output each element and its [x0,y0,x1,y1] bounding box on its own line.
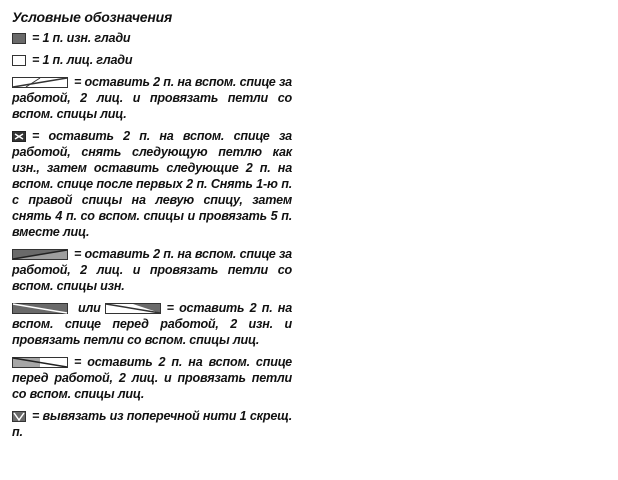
or-label: или [78,301,101,315]
entry-purl: = 1 п. изн. глади [12,30,292,46]
entry-cable-complex: = оставить 2 п. на вспом. спице за работой, снять следующую петлю как изн., затем оставить следующие 2 п. на вспом. спице после первых 2 п. Снять 1-ю п. с правой спицы на левую спицу, затем снять 4 п. со вспом. спицы и провязать 5 п. вместе лиц. [12,129,292,239]
entry-cable-2-back-purl: = оставить 2 п. на вспом. спице за работой, 2 лиц. и провязать петли со вспом. спицы изн. [12,247,292,293]
entry-knit: = 1 п. лиц. глади [12,52,292,68]
cable-front-purl-icon [12,303,68,314]
make-one-icon [12,411,26,422]
cable-back-purl-icon [12,249,68,260]
legend-title: Условные обозначения [12,9,173,25]
cable-back-knit-icon [12,77,68,88]
purl-stitch-icon [12,33,26,44]
entry-cable-2-back-knit: = оставить 2 п. на вспом. спице за работой, 2 лиц. и провязать петли со вспом. спицы лиц. [12,75,292,121]
cable-front-knit-icon [12,357,68,368]
knit-stitch-icon [12,55,26,66]
cable-front-purl-alt-icon [105,303,161,314]
entry-make-one: = вывязать из поперечной нити 1 скрещ. п. [12,409,292,439]
legend [12,8,292,446]
entry-cable-2-front-purl: или = оставить 2 п. на вспом. спице перед работой, 2 изн. и провязать петли со вспом. спицы лиц. [12,301,292,347]
cable-complex-icon [12,131,26,142]
entry-cable-2-front-knit: = оставить 2 п. на вспом. спице перед работой, 2 лиц. и провязать петли со вспом. спицы лиц. [12,355,292,401]
